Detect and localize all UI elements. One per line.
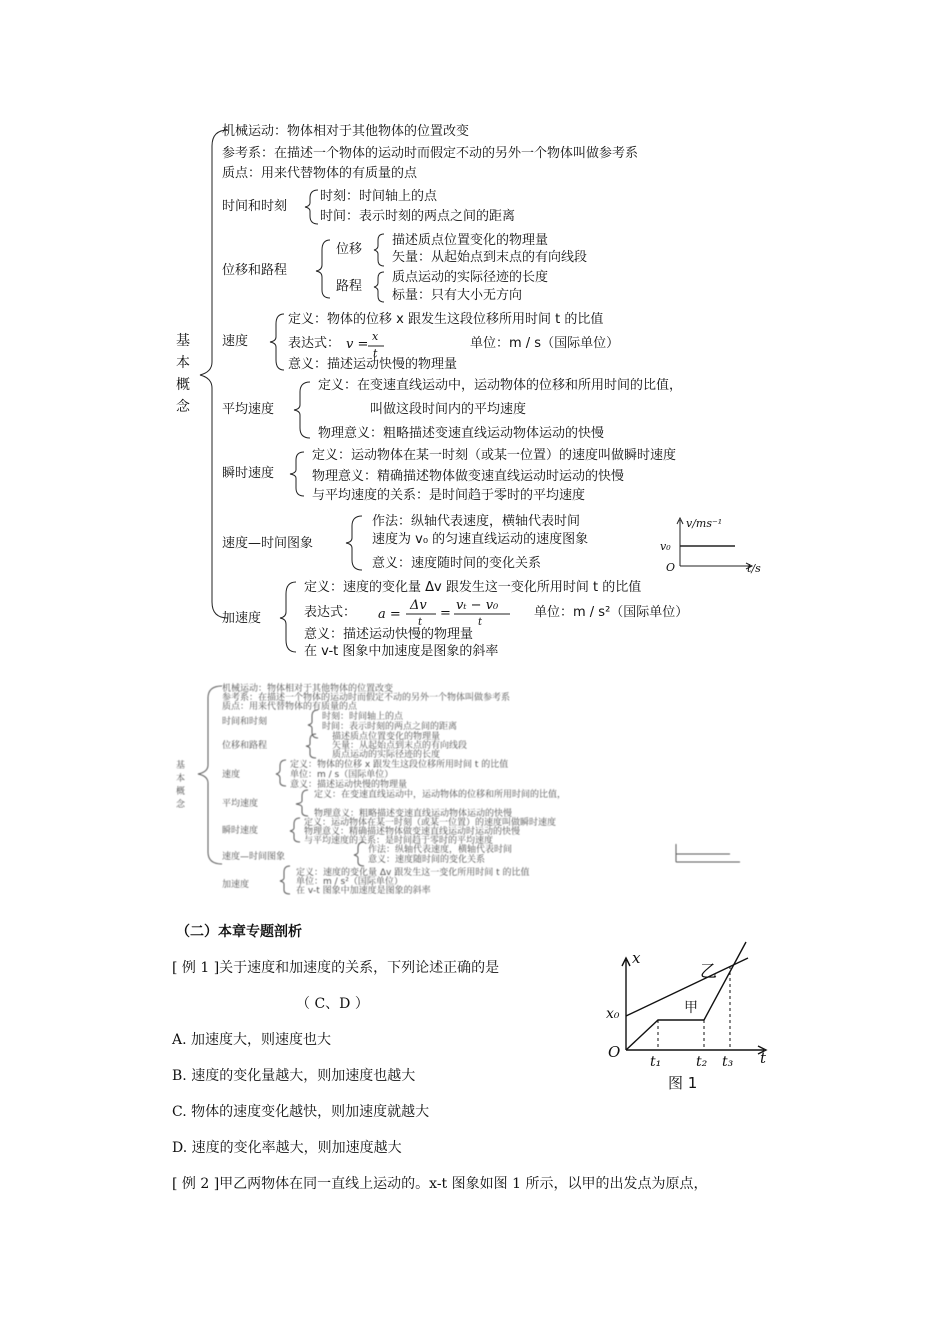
fig1-origin: O bbox=[608, 1043, 621, 1061]
vt-uniform: 速度为 v₀ 的匀速直线运动的速度图象 bbox=[372, 532, 589, 547]
fig1-tick-t3: t₃ bbox=[722, 1054, 734, 1070]
acc-formula-num2: vₜ − v₀ bbox=[456, 598, 499, 613]
dup-vel-def: 定义：物体的位移 x 跟发生这段位移所用时间 t 的比值 bbox=[290, 760, 509, 770]
example1-answer: （ C、D ） bbox=[296, 996, 369, 1012]
acc-formula-den1: t bbox=[418, 617, 423, 628]
vel-meaning: 意义：描述运动快慢的物理量 bbox=[288, 357, 458, 372]
inst-meaning: 物理意义：精确描述物体做变速直线运动时运动的快慢 bbox=[312, 469, 625, 484]
vel-unit: 单位：m / s（国际单位） bbox=[470, 336, 620, 351]
dup-avg-meaning: 物理意义：粗略描述变速直线运动物体运动的快慢 bbox=[314, 809, 513, 819]
acc-formula-eq: = bbox=[440, 606, 451, 621]
fig1-axis-y: x bbox=[632, 949, 641, 967]
dup-inst-meaning: 物理意义：精确描述物体做变速直线运动时运动的快慢 bbox=[304, 827, 521, 837]
dup-velocity: 速度 bbox=[222, 770, 241, 780]
example2-question: [ 例 2 ]甲乙两物体在同一直线上运动的。x-t 图象如图 1 所示，以甲的出发点为原点， bbox=[172, 1176, 708, 1192]
moment: 时刻：时间轴上的点 bbox=[320, 189, 438, 204]
dup-vel-meaning: 意义：描述运动快慢的物理量 bbox=[290, 780, 408, 790]
acc-expr-label: 表达式： bbox=[304, 605, 357, 620]
dup-inst-relation: 与平均速度的关系：是时间趋于零时的平均速度 bbox=[304, 836, 494, 846]
dup-vt-graph: 速度—时间图象 bbox=[222, 852, 286, 862]
dup-avg-velocity: 平均速度 bbox=[222, 799, 259, 809]
displacement: 位移 bbox=[336, 242, 363, 257]
avg-velocity: 平均速度 bbox=[222, 402, 275, 417]
vt-graph: 速度—时间图象 bbox=[222, 536, 314, 551]
scalar: 标量：只有大小无方向 bbox=[392, 288, 523, 303]
dup-inst-velocity: 瞬时速度 bbox=[222, 826, 259, 836]
vel-formula-v: v = bbox=[346, 337, 369, 352]
acc-formula-den2: t bbox=[478, 617, 483, 628]
acc-slope: 在 v-t 图象中加速度是图象的斜率 bbox=[304, 644, 499, 659]
dup-mechanical-motion: 机械运动：物体相对于其他物体的位置改变 bbox=[222, 684, 394, 694]
inst-def: 定义：运动物体在某一时刻（或某一位置）的速度叫做瞬时速度 bbox=[312, 448, 677, 463]
dup-root-label: 基本概念 bbox=[176, 761, 186, 810]
vt-origin: O bbox=[666, 561, 676, 574]
fig1-label-yi: 乙 bbox=[700, 962, 717, 982]
acc-meaning: 意义：描述运动快慢的物理量 bbox=[304, 627, 474, 642]
dup-vel-unit: 单位：m / s（国际单位） bbox=[290, 770, 394, 780]
avg-meaning: 物理意义：粗略描述变速直线运动物体运动的快慢 bbox=[318, 426, 605, 441]
mechanical-motion: 机械运动：物体相对于其他物体的位置改变 bbox=[222, 124, 470, 139]
fig1-tick-t1: t₁ bbox=[650, 1054, 662, 1070]
vel-formula-num: x bbox=[372, 330, 379, 343]
dup-moment: 时刻：时间轴上的点 bbox=[322, 712, 404, 722]
dup-path-def: 质点运动的实际径迹的长度 bbox=[332, 750, 441, 760]
dup-vt-meaning: 意义：速度随时间的变化关系 bbox=[368, 855, 486, 865]
vt-meaning: 意义：速度随时间的变化关系 bbox=[372, 556, 542, 571]
fig1-tick-t2: t₂ bbox=[696, 1054, 708, 1070]
avg-def2: 叫做这段时间内的平均速度 bbox=[370, 402, 527, 417]
vt-v0: v₀ bbox=[660, 540, 671, 553]
dup-particle: 质点：用来代替物体的有质量的点 bbox=[222, 702, 358, 712]
reference-frame: 参考系：在描述一个物体的运动时而假定不动的另外一个物体叫做参考系 bbox=[222, 146, 639, 161]
disp-def: 描述质点位置变化的物理量 bbox=[392, 233, 549, 248]
acceleration: 加速度 bbox=[222, 611, 262, 626]
velocity: 速度 bbox=[222, 334, 249, 349]
dup-time-interval: 时间：表示时刻的两点之间的距离 bbox=[322, 722, 458, 732]
dup-avg-def1: 定义：在变速直线运动中，运动物体的位移和所用时间的比值， bbox=[314, 790, 567, 800]
vel-formula-den: t bbox=[373, 347, 378, 360]
vt-axis-x: t/s bbox=[747, 562, 761, 575]
path: 路程 bbox=[336, 279, 363, 294]
dup-inst-def: 定义：运动物体在某一时刻（或某一位置）的速度叫做瞬时速度 bbox=[304, 818, 557, 828]
path-def: 质点运动的实际径迹的长度 bbox=[392, 270, 549, 285]
example1-question: [ 例 1 ]关于速度和加速度的关系，下列论述正确的是 bbox=[172, 960, 500, 976]
fig1-label-jia: 甲 bbox=[684, 1000, 698, 1016]
particle: 质点：用来代替物体的有质量的点 bbox=[222, 166, 418, 181]
example1-option-d: D. 速度的变化率越大，则加速度越大 bbox=[172, 1140, 402, 1156]
time-group: 时间和时刻 bbox=[222, 199, 288, 214]
acc-def: 定义：速度的变化量 Δv 跟发生这一变化所用时间 t 的比值 bbox=[304, 580, 642, 595]
example1-option-a: A. 加速度大，则速度也大 bbox=[172, 1032, 332, 1048]
fig1-x0: x₀ bbox=[606, 1006, 620, 1022]
dup-time-group: 时间和时刻 bbox=[222, 717, 268, 727]
vel-expr-label: 表达式： bbox=[288, 336, 341, 351]
vel-def: 定义：物体的位移 x 跟发生这段位移所用时间 t 的比值 bbox=[288, 312, 604, 327]
dup-reference-frame: 参考系：在描述一个物体的运动时而假定不动的另外一个物体叫做参考系 bbox=[222, 693, 511, 703]
time-interval: 时间：表示时刻的两点之间的距离 bbox=[320, 209, 516, 224]
dup-disp-group: 位移和路程 bbox=[222, 741, 268, 751]
disp-group: 位移和路程 bbox=[222, 263, 288, 278]
dup-acc-def: 定义：速度的变化量 Δv 跟发生这一变化所用时间 t 的比值 bbox=[296, 868, 530, 878]
acc-formula-num1: Δv bbox=[410, 598, 427, 613]
dup-disp-def: 描述质点位置变化的物理量 bbox=[332, 732, 441, 742]
fig1-caption: 图 1 bbox=[668, 1074, 698, 1092]
dup-vt-method: 作法：纵轴代表速度，横轴代表时间 bbox=[368, 845, 513, 855]
root-label: 基本概念 bbox=[176, 333, 190, 415]
inst-relation: 与平均速度的关系：是时间趋于零时的平均速度 bbox=[312, 488, 586, 503]
dup-acceleration: 加速度 bbox=[222, 880, 250, 890]
example1-option-b: B. 速度的变化量越大，则加速度也越大 bbox=[172, 1068, 416, 1084]
fig1-axis-x: t bbox=[760, 1049, 767, 1067]
acc-unit: 单位：m / s²（国际单位） bbox=[534, 605, 689, 620]
avg-def1: 定义：在变速直线运动中，运动物体的位移和所用时间的比值， bbox=[318, 378, 683, 393]
vector: 矢量：从起始点到末点的有向线段 bbox=[392, 250, 588, 265]
section-title: （二）本章专题剖析 bbox=[176, 924, 302, 940]
dup-acc-unit: 单位：m / s²（国际单位） bbox=[296, 877, 403, 887]
dup-vector: 矢量：从起始点到末点的有向线段 bbox=[332, 741, 468, 751]
vt-axis-y: v/ms⁻¹ bbox=[686, 517, 723, 530]
vt-method: 作法：纵轴代表速度，横轴代表时间 bbox=[372, 514, 581, 529]
inst-velocity: 瞬时速度 bbox=[222, 466, 275, 481]
acc-formula-a: a = bbox=[378, 607, 401, 622]
example1-option-c: C. 物体的速度变化越快，则加速度就越大 bbox=[172, 1104, 430, 1120]
dup-acc-slope: 在 v-t 图象中加速度是图象的斜率 bbox=[296, 886, 431, 896]
